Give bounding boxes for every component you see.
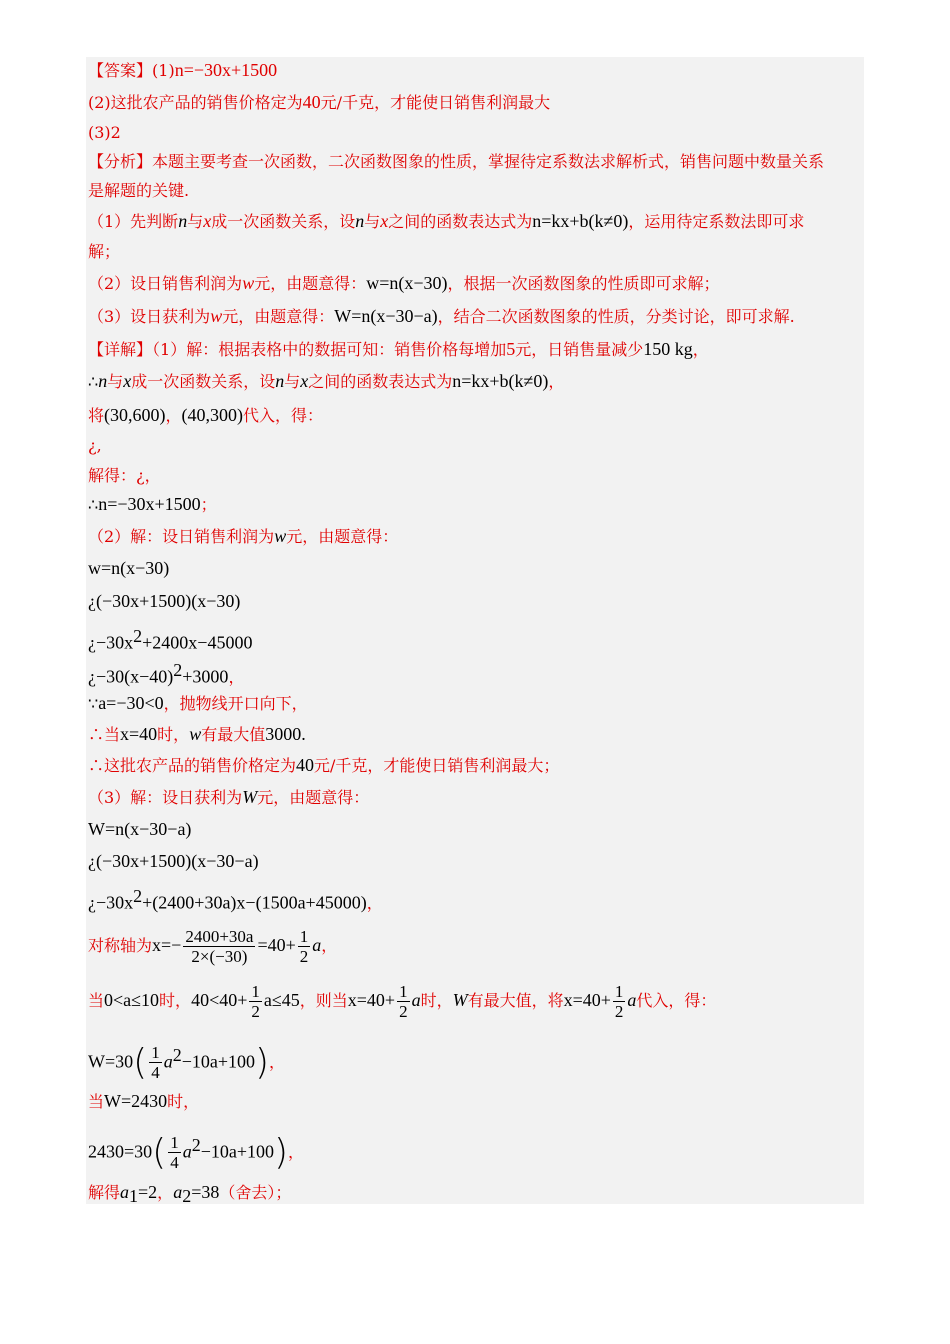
detail-line-16: W=n(x−30−a): [88, 819, 192, 839]
fraction: $\frac{1}{2}$: [299, 927, 309, 966]
analysis-line-6: （3）设日获利为w元，由题意得：W=n(x−30−a)，结合二次函数图象的性质，分类讨论，即可求解.: [88, 306, 795, 326]
fraction: $\frac{1}{2}$: [614, 982, 624, 1021]
detail-line-19: 对称轴为x=− $\frac{2400+30a}{2\times(-30)}$ =40+ $\frac{1}{2}$ a，: [88, 927, 338, 966]
detail-line-23: 2430=30( $\frac{1}{4}$ $a^2-10a+100$)，: [88, 1131, 305, 1173]
detail-line-10: ¿$-30x^2+2400x-45000$: [88, 626, 253, 653]
detail-line-18: ¿$-30x^2+(2400+30a)x-(1500a+45000)$，: [88, 886, 383, 913]
fraction: $\frac{1}{4}$: [151, 1043, 160, 1083]
detail-line-15: （3）解：设日获利为W元，由题意得：: [88, 787, 370, 807]
detail-line-5: 解得：¿，: [88, 466, 161, 485]
detail-line-1: 【详解】（1）解：根据表格中的数据可知：销售价格每增加5元，日销售量减少150 kg，: [88, 339, 709, 359]
detail-line-21: W=30( $\frac{1}{4}$ $a^2-10a+100$)，: [88, 1041, 286, 1083]
detail-line-12: ∵a=−30<0，抛物线开口向下，: [88, 693, 308, 713]
analysis-line-1: 【分析】本题主要考查一次函数，二次函数图象的性质，掌握待定系数法求解析式，销售问题中数量关系: [88, 152, 825, 171]
detail-line-11: ¿$-30(x-40)^2+3000$，: [88, 660, 245, 687]
analysis-line-5: （2）设日销售利润为w元，由题意得：w=n(x−30)，根据一次函数图象的性质即可求解；: [88, 273, 720, 293]
answer-line-2: (2)这批农产品的销售价格定为40元/千克，才能使日销售利润最大: [88, 92, 551, 112]
fraction: $\frac{1}{2}$: [399, 982, 408, 1021]
fraction: $\frac{1}{4}$: [170, 1133, 179, 1173]
analysis-tag: 【分析】: [88, 152, 153, 171]
detail-line-24: 解得$a_1=2$，$a_2=38$（舍去）；: [88, 1182, 292, 1207]
fraction: $\frac{1}{2}$: [251, 982, 260, 1021]
detail-line-8: w=n(x−30): [88, 558, 170, 578]
analysis-line-2: 是解题的关键.: [88, 181, 190, 200]
detail-line-6: ∴n=−30x+1500；: [88, 494, 217, 514]
analysis-line-4: 解；: [88, 242, 121, 261]
fraction: $\frac{2400+30a}{2\times(-30)}$: [185, 927, 254, 966]
analysis-line-3: （1）先判断n与x成一次函数关系，设n与x之间的函数表达式为n=kx+b(k≠0)，运用待定系数法即可求: [88, 211, 805, 231]
answer-tag: 【答案】: [88, 61, 153, 80]
answer-line-3: (3)2: [88, 123, 121, 142]
answer-line-1: 【答案】(1)n=−30x+1500: [88, 60, 278, 80]
detail-line-13: ∴当x=40时，w有最大值3000.: [88, 724, 306, 744]
detail-line-22: 当W=2430时，: [88, 1091, 200, 1111]
detail-line-3: 将(30,600)，(40,300)代入，得：: [88, 405, 324, 425]
detail-line-14: ∴这批农产品的销售价格定为40元/千克，才能使日销售利润最大；: [88, 755, 560, 775]
detail-line-2: ∴n与x成一次函数关系，设n与x之间的函数表达式为n=kx+b(k≠0)，: [88, 371, 565, 391]
detail-tag: 【详解】: [88, 340, 153, 359]
detail-line-4: ¿,: [88, 436, 102, 455]
detail-line-7: （2）解：设日销售利润为w元，由题意得：: [88, 526, 399, 546]
detail-line-9: ¿(−30x+1500)(x−30): [88, 591, 241, 611]
detail-line-17: ¿(−30x+1500)(x−30−a): [88, 851, 259, 871]
detail-line-20: 当0<a≤10时，40<40+ $\frac{1}{2}$ a≤45，则当x=40+ $\frac{1}{2}$ a时，W有最大值，将x=40+ $\frac{1}{2}$ a代入，得：: [88, 982, 717, 1021]
